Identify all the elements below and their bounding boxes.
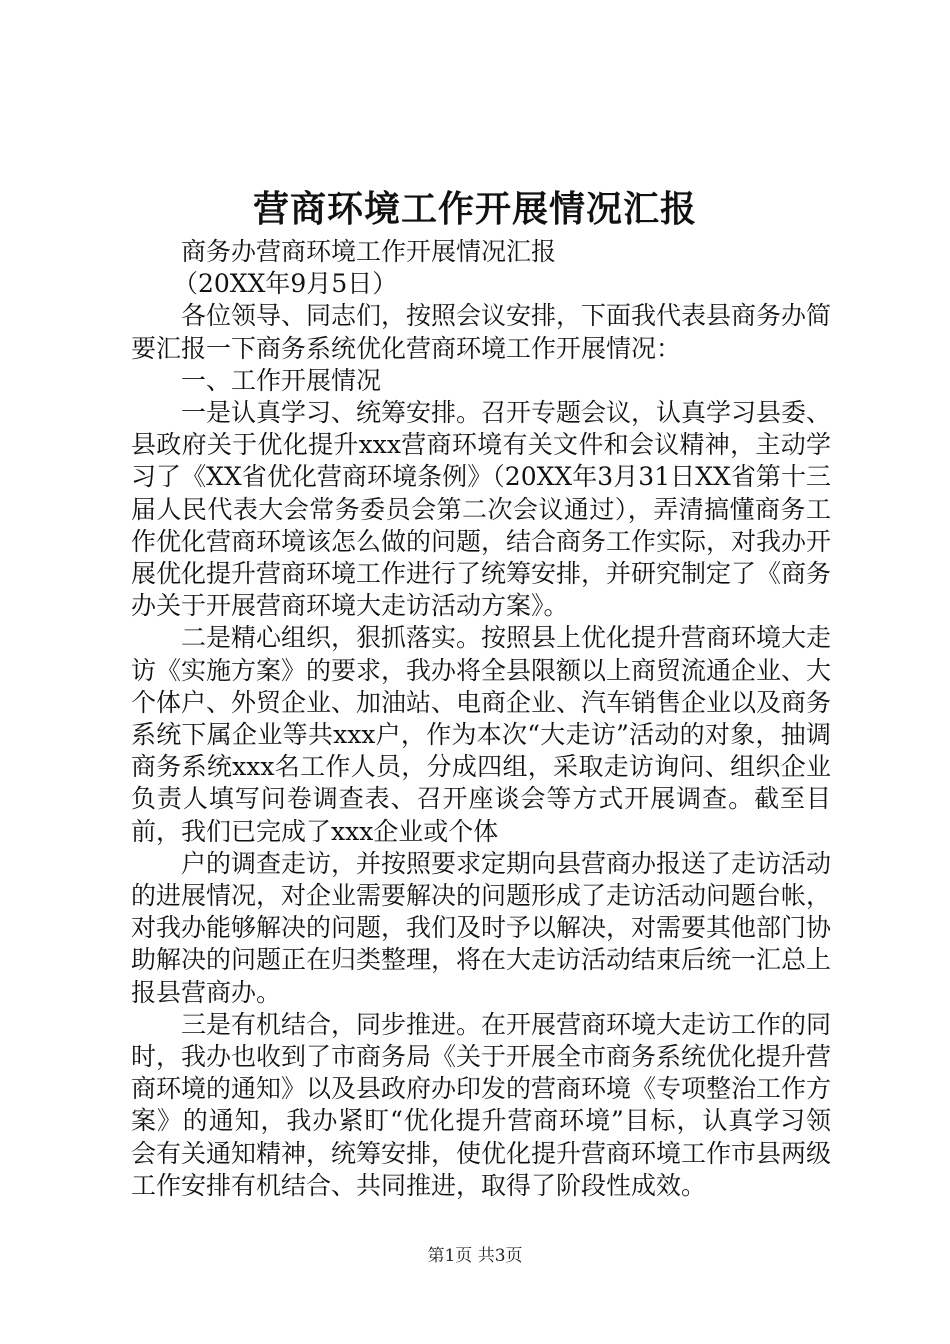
subtitle-paragraph: 商务办营商环境工作开展情况汇报 [181,237,557,266]
body-paragraph: 户的调查走访，并按照要求定期向县营商办报送了走访活动的进展情况，对企业需要解决的问题形成了走访活动问题台帐，对我办能够解决的问题，我们及时予以解决，对需要其他部门协助解决的问题正在归类整理，将在大走访活动结束后统一汇总上报县营商办。 [131,848,832,1007]
document-body [131,236,831,1202]
body-paragraph: 二是精心组织，狠抓落实。按照县上优化提升营商环境大走访《实施方案》的要求，我办将全县限额以上商贸流通企业、大个体户、外贸企业、加油站、电商企业、汽车销售企业以及商务系统下属企业等共xxx户，作为本次“大走访”活动的对象，抽调商务系统xxx名工作人员，分成四组，采取走访询问、组织企业负责人填写问卷调查表、召开座谈会等方式开展调查。截至目前，我们已完成了xxx企业或个体 [131,623,832,846]
document-title: 营商环境工作开展情况汇报 [252,188,697,230]
body-paragraph: 一是认真学习、统筹安排。召开专题会议，认真学习县委、县政府关于优化提升xxx营商环境有关文件和会议精神，主动学习了《XX省优化营商环境条例》（20XX年3月31日XX省第十三届人民代表大会常务委员会第二次会议通过），弄清搞懂商务工作优化营商环境该怎么做的问题，结合商务工作实际，对我办开展优化提升营商环境工作进行了统筹安排，并研究制定了《商务办关于开展营商环境大走访活动方案》。 [131,398,832,621]
date-paragraph: （20XX年9月5日） [173,269,398,299]
opening-paragraph: 各位领导、同志们，按照会议安排，下面我代表县商务办简要汇报一下商务系统优化营商环境工作开展情况： [131,301,832,363]
section-heading: 一、工作开展情况 [181,365,382,395]
page-number-footer: 第1页 共3页 [427,1246,523,1266]
body-paragraph: 三是有机结合，同步推进。在开展营商环境大走访工作的同时，我办也收到了市商务局《关于开展全市商务系统优化提升营商环境的通知》以及县政府办印发的营商环境《专项整治工作方案》的通知，我办紧盯“优化提升营商环境”目标，认真学习领会有关通知精神，统筹安排，使优化提升营商环境工作市县两级工作安排有机结合、共同推进，取得了阶段性成效。 [131,1009,832,1200]
